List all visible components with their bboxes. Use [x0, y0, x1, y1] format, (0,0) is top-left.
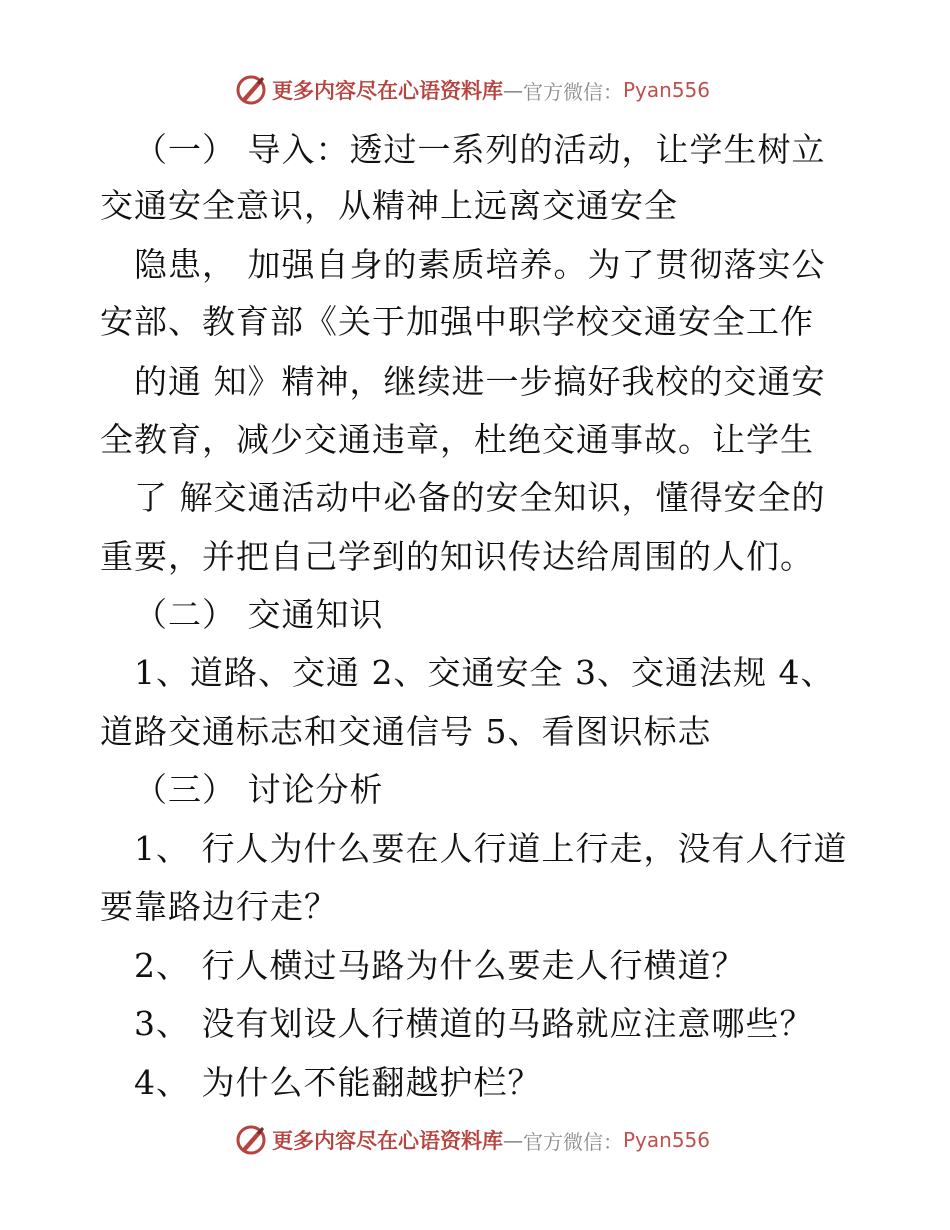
footer-wechat-label: 官方微信：: [523, 1129, 623, 1154]
header-separator: —: [503, 78, 523, 102]
question-item: 2、 行人横过马路为什么要走人行横道？: [134, 946, 746, 985]
question-item-continuation: 要靠路边行走？: [100, 887, 338, 926]
text-line: 道路交通标志和交通信号 5、看图识标志: [100, 712, 712, 751]
header-wechat-id: Pyan556: [623, 78, 711, 102]
footer-banner: [234, 1122, 710, 1158]
section-heading: （三） 讨论分析: [134, 770, 384, 809]
text-line: 安部、教育部《关于加强中职学校交通安全工作: [100, 302, 814, 341]
question-item: 4、 为什么不能翻越护栏？: [134, 1063, 542, 1102]
text-line: 交通安全意识，从精神上远离交通安全: [100, 186, 678, 225]
header-brand-text: 更多内容尽在心语资料库: [272, 78, 503, 103]
question-item: 3、 没有划设人行横道的马路就应注意哪些？: [134, 1004, 814, 1043]
question-item: 1、 行人为什么要在人行道上行走，没有人行道: [134, 829, 848, 868]
footer-brand-text: 更多内容尽在心语资料库: [272, 1128, 503, 1153]
text-line: 重要，并把自己学到的知识传达给周围的人们。: [100, 537, 814, 576]
text-line: 了 解交通活动中必备的安全知识，懂得安全的: [134, 478, 826, 517]
footer-separator: —: [503, 1128, 523, 1152]
pen-circle-logo-icon: [234, 1123, 268, 1157]
section-heading: （二） 交通知识: [134, 595, 384, 634]
text-line: （一） 导入：透过一系列的活动，让学生树立: [134, 130, 826, 169]
text-line: 全教育，减少交通违章，杜绝交通事故。让学生: [100, 420, 814, 459]
text-line: 隐患， 加强自身的素质培养。为了贯彻落实公: [134, 245, 826, 284]
header-wechat-label: 官方微信：: [523, 79, 623, 104]
footer-wechat-id: Pyan556: [623, 1128, 711, 1152]
text-line: 1、道路、交通 2、交通安全 3、交通法规 4、: [134, 653, 835, 692]
text-line: 的通 知》精神，继续进一步搞好我校的交通安: [134, 362, 826, 401]
